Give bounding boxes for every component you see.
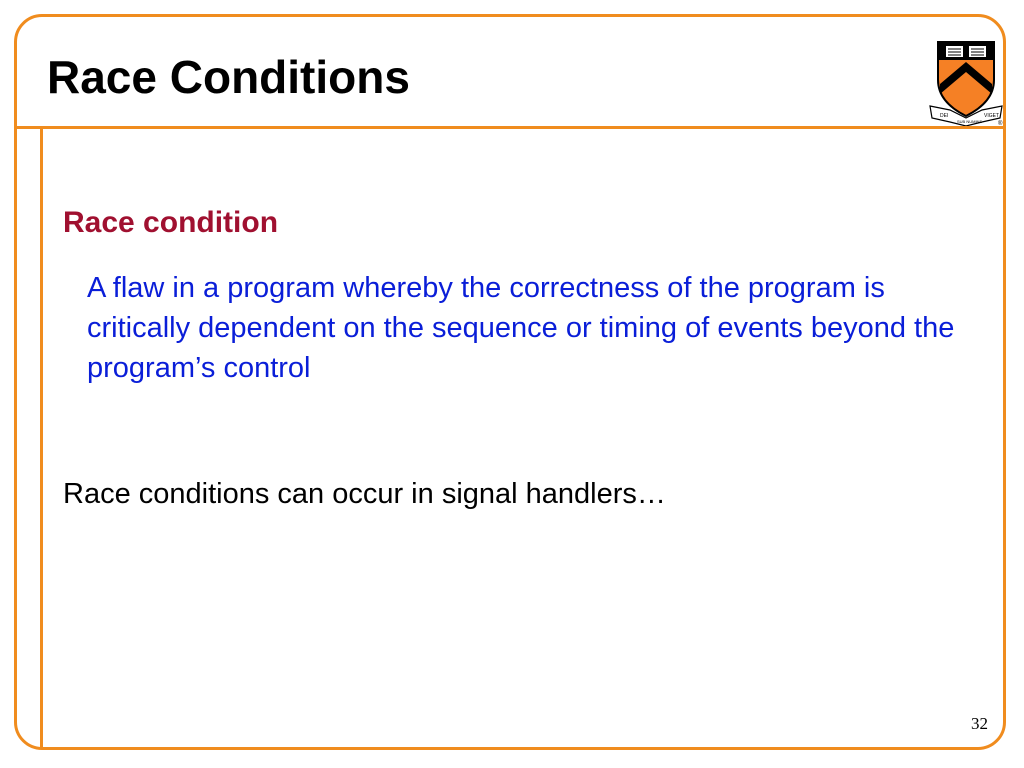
left-accent-rule [40,127,43,749]
term-heading: Race condition [63,206,279,239]
term-definition: A flaw in a program whereby the correctness of the program is critically dependent on the sequence or timing of events beyond the program’s control [87,272,955,384]
slide-title: Race Conditions [47,51,410,103]
page-number: 32 [971,714,988,733]
princeton-shield-icon [926,36,1006,126]
logo-ribbon-right: VIGET [984,113,1000,119]
logo-ribbon-left: DEI [940,113,949,119]
registered-mark: ® [998,121,1003,126]
title-divider [16,126,1004,129]
slide-note: Race conditions can occur in signal handlers… [63,478,666,510]
logo-ribbon-center: SUB NUMINE [957,119,983,124]
